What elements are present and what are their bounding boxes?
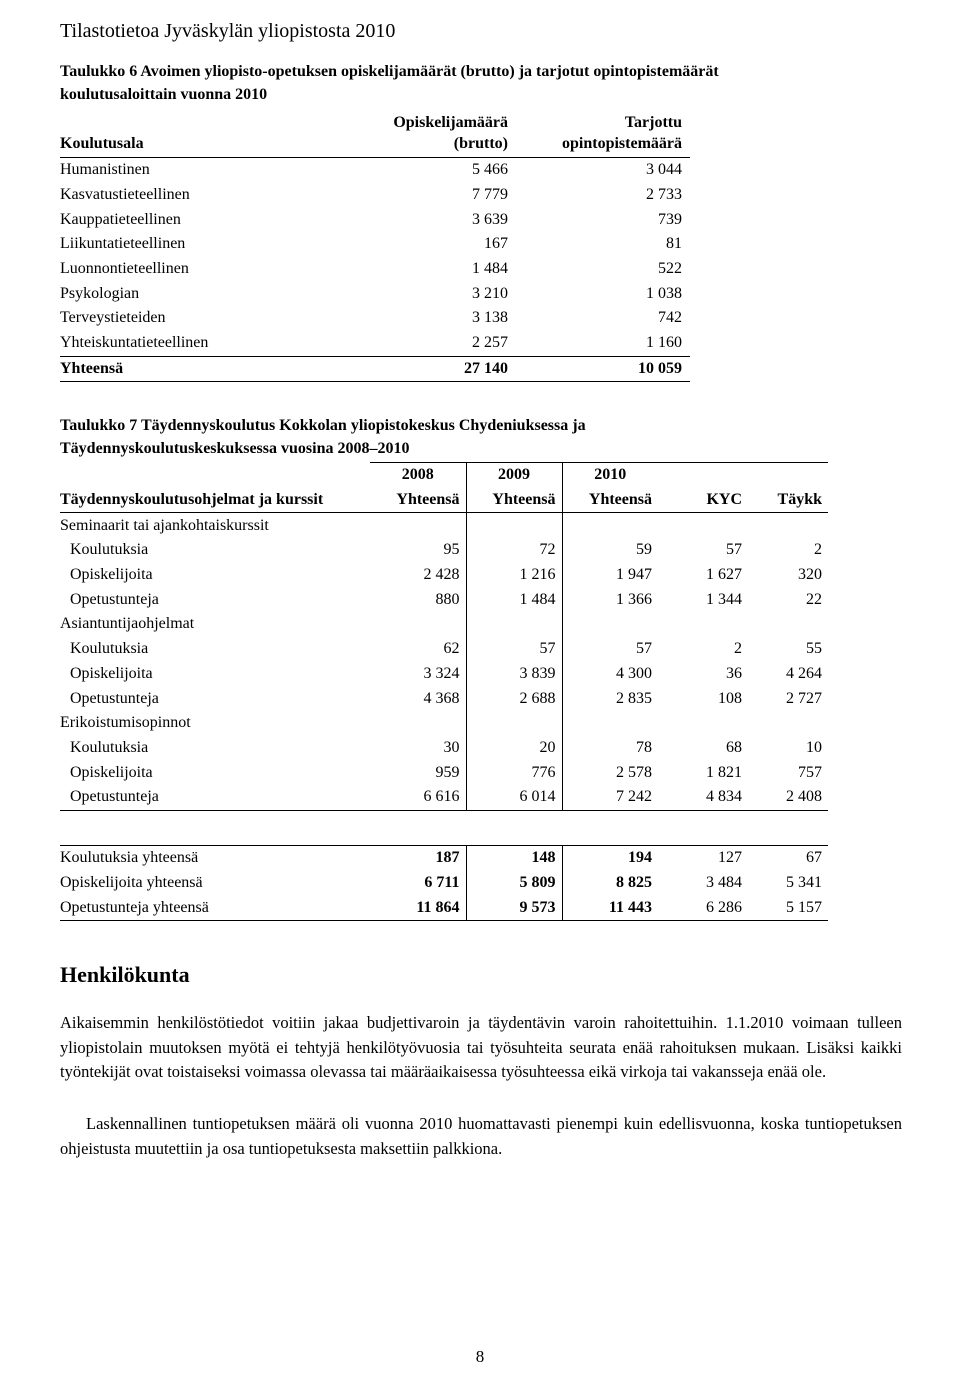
table6-col2-line2: (brutto) bbox=[453, 135, 508, 152]
table-cell: 57 bbox=[562, 637, 658, 662]
table-cell: Koulutuksia yhteensä bbox=[60, 846, 370, 871]
table-cell: 6 711 bbox=[424, 874, 460, 892]
table-cell bbox=[658, 711, 748, 736]
table-cell: 6 616 bbox=[370, 785, 466, 810]
table-cell: Koulutuksia bbox=[70, 541, 149, 559]
table-cell: 4 264 bbox=[786, 664, 822, 682]
table-row bbox=[60, 736, 828, 761]
table-cell bbox=[466, 711, 562, 736]
table-row bbox=[60, 895, 828, 920]
table-cell: 1 344 bbox=[706, 590, 742, 608]
table-cell: 68 bbox=[726, 738, 742, 756]
table-cell: 59 bbox=[562, 538, 658, 563]
table-cell: 1 366 bbox=[562, 587, 658, 612]
table6-col-koulutusala: Koulutusala bbox=[60, 108, 330, 158]
table-cell: 36 bbox=[726, 664, 742, 682]
table-cell: 108 bbox=[718, 689, 742, 707]
table-cell: 1 038 bbox=[646, 284, 682, 302]
table-cell: 4 834 bbox=[658, 785, 748, 810]
table-row bbox=[60, 686, 828, 711]
table7-sub-header: Yhteensä bbox=[370, 488, 466, 513]
table-cell: 2 688 bbox=[466, 686, 562, 711]
table-cell: 1 160 bbox=[646, 334, 682, 352]
table-cell: 2 578 bbox=[562, 760, 658, 785]
table-row bbox=[60, 785, 828, 810]
group-title-row bbox=[60, 612, 828, 637]
table-cell: 2 408 bbox=[748, 785, 828, 810]
table6-col3-line1: Tarjottu bbox=[624, 114, 682, 131]
table-cell: 1 627 bbox=[706, 566, 742, 584]
table-row bbox=[60, 871, 828, 896]
paragraph-1-text: Aikaisemmin henkilöstötiedot voitiin jakaa budjettivaroin ja täydentävin varoin rahoitettuihin. 1.1.2010 voimaan tulleen yliopistolain muutoksen myötä ei tehtyjä henkilötyövuosia tai työsuhteita seurata enää rahoituksen mukaan. Lisäksi kaikki työntekijät ovat toistaiseksi voimassa olevassa tai määräaikaisessa työsuhteessa eikä virkoja tai vakansseja enää ole. bbox=[60, 1013, 902, 1082]
table-cell: 5 157 bbox=[748, 895, 828, 920]
table-cell: 2 835 bbox=[562, 686, 658, 711]
table-cell: Kauppatieteellinen bbox=[60, 210, 181, 228]
table-cell: 320 bbox=[798, 566, 822, 584]
table-cell: 959 bbox=[435, 763, 460, 781]
table7-year-2010: 2010 bbox=[562, 463, 658, 488]
table-row bbox=[60, 637, 828, 662]
table6-total-row bbox=[60, 356, 690, 382]
table6-caption-line2: koulutusaloittain vuonna 2010 bbox=[60, 86, 268, 103]
table-cell: 880 bbox=[435, 590, 460, 608]
table7-year-2008: 2008 bbox=[370, 463, 466, 488]
table-row bbox=[60, 207, 690, 232]
table6-caption bbox=[60, 60, 719, 106]
table-cell: 81 bbox=[666, 235, 682, 253]
table-cell: Opiskelijoita yhteensä bbox=[60, 874, 203, 892]
table-cell: 2 257 bbox=[472, 334, 508, 352]
table7-caption-line2: Täydennyskoulutuskeskuksessa vuosina 2008‒2010 bbox=[60, 440, 410, 457]
table-cell: 8 825 bbox=[562, 871, 658, 896]
paragraph-1 bbox=[60, 1011, 902, 1085]
table-cell: 2 727 bbox=[786, 689, 822, 707]
table-cell: Yhteiskuntatieteellinen bbox=[60, 334, 209, 352]
table7-subheader-row bbox=[60, 488, 828, 513]
table-cell: 2 bbox=[734, 640, 742, 658]
table-row bbox=[60, 662, 828, 687]
table-cell bbox=[562, 711, 658, 736]
totals-table bbox=[60, 845, 828, 921]
table-cell bbox=[658, 463, 748, 488]
table-cell bbox=[748, 711, 828, 736]
group-title: Asiantuntijaohjelmat bbox=[60, 615, 195, 633]
table7-sub-header: Yhteensä bbox=[562, 488, 658, 513]
table-cell: 3 210 bbox=[472, 284, 508, 302]
group-title-row bbox=[60, 711, 828, 736]
table-cell: 10 bbox=[806, 738, 822, 756]
table-row bbox=[60, 281, 690, 306]
table-cell: 1 821 bbox=[706, 763, 742, 781]
table7-sub-header: Täykk bbox=[748, 488, 828, 513]
table-cell: 3 639 bbox=[472, 210, 508, 228]
table-cell: 5 466 bbox=[472, 161, 508, 179]
table-cell: Luonnontieteellinen bbox=[60, 260, 189, 278]
table-cell: Opetustunteja bbox=[60, 785, 370, 810]
table-cell: 194 bbox=[562, 846, 658, 871]
table-cell bbox=[658, 513, 748, 538]
table-cell: 9 573 bbox=[466, 895, 562, 920]
table-cell: 739 bbox=[658, 210, 682, 228]
table-cell bbox=[748, 463, 828, 488]
table6-header-row bbox=[60, 108, 690, 158]
table-row bbox=[60, 306, 690, 331]
table-cell bbox=[748, 513, 828, 538]
table-cell: 6 014 bbox=[466, 785, 562, 810]
table-row bbox=[60, 331, 690, 356]
table-cell: Opetustunteja bbox=[70, 689, 159, 707]
table-cell: 95 bbox=[443, 541, 460, 559]
table7-caption bbox=[60, 414, 586, 460]
section-heading: Henkilökunta bbox=[60, 962, 190, 987]
table-cell bbox=[748, 612, 828, 637]
table-cell: Kasvatustieteellinen bbox=[60, 186, 190, 204]
totals-body bbox=[60, 846, 828, 921]
table-row bbox=[60, 846, 828, 871]
table-cell: 3 839 bbox=[466, 662, 562, 687]
table7-col-ohjelmat: Täydennyskoulutusohjelmat ja kurssit bbox=[60, 488, 370, 513]
table-cell: Koulutuksia bbox=[70, 640, 149, 658]
table6-body bbox=[60, 158, 690, 357]
table-cell: Opiskelijoita bbox=[70, 664, 153, 682]
paragraph-2 bbox=[60, 1112, 902, 1161]
table-cell: 57 bbox=[726, 541, 742, 559]
table-cell: 2 bbox=[814, 541, 822, 559]
table6-col3-line2: opintopistemäärä bbox=[562, 135, 682, 152]
table-cell: Psykologian bbox=[60, 284, 140, 302]
table-cell: 757 bbox=[798, 763, 822, 781]
table-cell: 742 bbox=[658, 309, 682, 327]
table-cell: Koulutuksia bbox=[70, 738, 149, 756]
table-cell: 3 324 bbox=[423, 664, 460, 682]
table-row bbox=[60, 257, 690, 282]
table-cell: Opetustunteja yhteensä bbox=[60, 895, 370, 920]
table-cell bbox=[658, 612, 748, 637]
table6 bbox=[60, 108, 690, 382]
table-cell: 4 368 bbox=[423, 689, 460, 707]
table-cell bbox=[562, 513, 658, 538]
table-cell: 2 428 bbox=[423, 566, 460, 584]
table-cell: 57 bbox=[466, 637, 562, 662]
table7 bbox=[60, 462, 828, 811]
table7-year-row bbox=[60, 463, 828, 488]
table-cell: 1 947 bbox=[562, 563, 658, 588]
table-cell: 127 bbox=[658, 846, 748, 871]
table-cell: 148 bbox=[466, 846, 562, 871]
table-cell: 522 bbox=[658, 260, 682, 278]
table-cell: 7 779 bbox=[472, 186, 508, 204]
page-header: Tilastotietoa Jyväskylän yliopistosta 2010 bbox=[60, 20, 396, 42]
table-cell: 55 bbox=[806, 640, 822, 658]
table-cell bbox=[466, 612, 562, 637]
table-cell: 20 bbox=[466, 736, 562, 761]
table-cell: 167 bbox=[484, 235, 508, 253]
table-cell: 1 216 bbox=[466, 563, 562, 588]
table-cell: 11 443 bbox=[562, 895, 658, 920]
table7-caption-line1: Taulukko 7 Täydennyskoulutus Kokkolan yliopistokeskus Chydeniuksessa ja bbox=[60, 417, 586, 434]
table-cell: 7 242 bbox=[562, 785, 658, 810]
table-cell: Yhteensä bbox=[60, 356, 330, 382]
table-cell: 10 059 bbox=[510, 356, 690, 382]
table-cell: 5 341 bbox=[786, 874, 822, 892]
table-cell: 22 bbox=[806, 590, 822, 608]
table-cell: 6 286 bbox=[658, 895, 748, 920]
group-title-row bbox=[60, 513, 828, 538]
table-cell: 3 138 bbox=[472, 309, 508, 327]
table-cell: 776 bbox=[466, 760, 562, 785]
table-cell: 2 733 bbox=[646, 186, 682, 204]
table-cell: 67 bbox=[748, 846, 828, 871]
table6-caption-line1: Taulukko 6 Avoimen yliopisto-opetuksen opiskelijamäärät (brutto) ja tarjotut opintopistemäärät bbox=[60, 63, 719, 80]
table-row bbox=[60, 538, 828, 563]
table-cell: 1 484 bbox=[466, 587, 562, 612]
table-cell: Terveystieteiden bbox=[60, 309, 166, 327]
group-title: Erikoistumisopinnot bbox=[60, 714, 191, 732]
table7-sub-header: KYC bbox=[658, 488, 748, 513]
table-cell bbox=[370, 711, 466, 736]
table-cell: 1 484 bbox=[472, 260, 508, 278]
table-cell: 5 809 bbox=[466, 871, 562, 896]
table6-col-opintopistemaara bbox=[510, 108, 690, 158]
table-row bbox=[60, 587, 828, 612]
table-cell: 3 484 bbox=[706, 874, 742, 892]
table-row bbox=[60, 760, 828, 785]
table7-year-2009: 2009 bbox=[466, 463, 562, 488]
table-cell: 62 bbox=[443, 640, 460, 658]
table-cell: Liikuntatieteellinen bbox=[60, 235, 186, 253]
table-cell bbox=[466, 513, 562, 538]
table-cell: Humanistinen bbox=[60, 161, 150, 179]
group-title: Seminaarit tai ajankohtaiskurssit bbox=[60, 516, 269, 534]
table-cell: Opiskelijoita bbox=[70, 763, 153, 781]
table6-col2-line1: Opiskelijamäärä bbox=[393, 114, 508, 131]
table-cell: 3 044 bbox=[646, 161, 682, 179]
table7-body bbox=[60, 513, 828, 810]
table-cell: 30 bbox=[443, 738, 460, 756]
table-cell bbox=[562, 612, 658, 637]
page-number: 8 bbox=[475, 1347, 485, 1366]
table-cell: 187 bbox=[370, 846, 466, 871]
table6-col-opiskelijamaara bbox=[330, 108, 510, 158]
table-row bbox=[60, 183, 690, 208]
table-cell: 27 140 bbox=[330, 356, 510, 382]
table-row bbox=[60, 563, 828, 588]
table-cell bbox=[370, 513, 466, 538]
table-cell: Opiskelijoita bbox=[70, 566, 153, 584]
table-cell bbox=[370, 612, 466, 637]
table-cell: 72 bbox=[466, 538, 562, 563]
table-cell: 4 300 bbox=[562, 662, 658, 687]
table-cell bbox=[60, 463, 370, 488]
table-row bbox=[60, 158, 690, 183]
table7-sub-header: Yhteensä bbox=[466, 488, 562, 513]
table-cell: 11 864 bbox=[370, 895, 466, 920]
paragraph-2-text: Laskennallinen tuntiopetuksen määrä oli vuonna 2010 huomattavasti pienempi kuin edellisvuonna, koska tuntiopetuksen ohjeistusta muutettiin ja osa tuntiopetuksesta maksettiin palkkiona. bbox=[60, 1114, 902, 1158]
table-row bbox=[60, 232, 690, 257]
table-cell: Opetustunteja bbox=[70, 590, 159, 608]
table-cell: 78 bbox=[562, 736, 658, 761]
